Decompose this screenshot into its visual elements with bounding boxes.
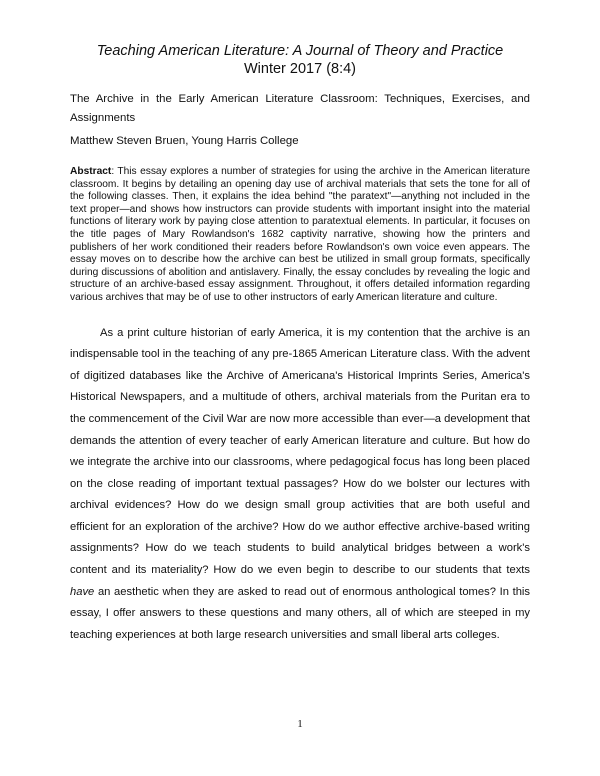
abstract-text: : This essay explores a number of strategies for using the archive in the American literature classroom. It begins by detailing an opening day use of archival materials that sets the tone for all of the following classes. Then, it explains the idea behind "the paratext"—anything not included in the text proper—and shows how instructors can provide students with important insight into the material functions of literary work by paying close attention to paratextual elements. In particular, it focuses on the title pages of Mary Rowlandson's 1682 captivity narrative, showing how the printers and publishers of her work conditioned their readers before Rowlandson's own voice even appears. The essay moves on to describe how the archive can best be utilized in small group formats, specifically during discussions of abolition and antislavery. Finally, the essay concludes by revealing the logic and structure of an archive-based essay assignment. Throughout, it offers detailed information regarding various archives that may be of use to other instructors of early American literature and culture. — [70, 166, 530, 303]
body-text-1: As a print culture historian of early America, it is my contention that the archive is an indispensable tool in the teaching of any pre-1865 American Literature class. With the advent of digitized databases like the Archive of Americana's Historical Imprints Series, America's Historical Newspapers, and a multitude of others, archival materials from the Puritan era to the commencement of the Civil War are now more accessible than ever—a development that demands the attention of every teacher of early American literature and culture. But how do we integrate the archive into our classrooms, where pedagogical focus has long been placed on the close reading of important textual passages? How do we bolster our lectures with archival evidences? How do we design small group activities that are both useful and efficient for an exploration of the archive? How do we author effective archive-based writing assignments? How do we teach students to build analytical bridges between a work's content and its materiality? How do we even begin to describe to our students that texts — [70, 326, 530, 577]
abstract — [70, 166, 530, 305]
journal-title: Teaching American Literature: A Journal of Theory and Practice — [96, 43, 504, 59]
journal-header — [70, 42, 530, 78]
body-paragraph — [70, 323, 530, 647]
article-title: The Archive in the Early American Literature Classroom: Techniques, Exercises, and Assignments — [70, 93, 530, 124]
abstract-label: Abstract — [70, 166, 112, 177]
author-affiliation: Matthew Steven Bruen, Young Harris College — [70, 135, 299, 147]
body-text-2: an aesthetic when they are asked to read out of enormous anthological tomes? In this essay, I offer answers to these questions and many others, all of which are steeped in my teaching experiences at both large research universities and small liberal arts colleges. — [70, 585, 530, 641]
journal-issue: Winter 2017 (8:4) — [243, 61, 357, 77]
page-number: 1 — [297, 718, 303, 730]
body-emphasis: have — [70, 585, 95, 598]
